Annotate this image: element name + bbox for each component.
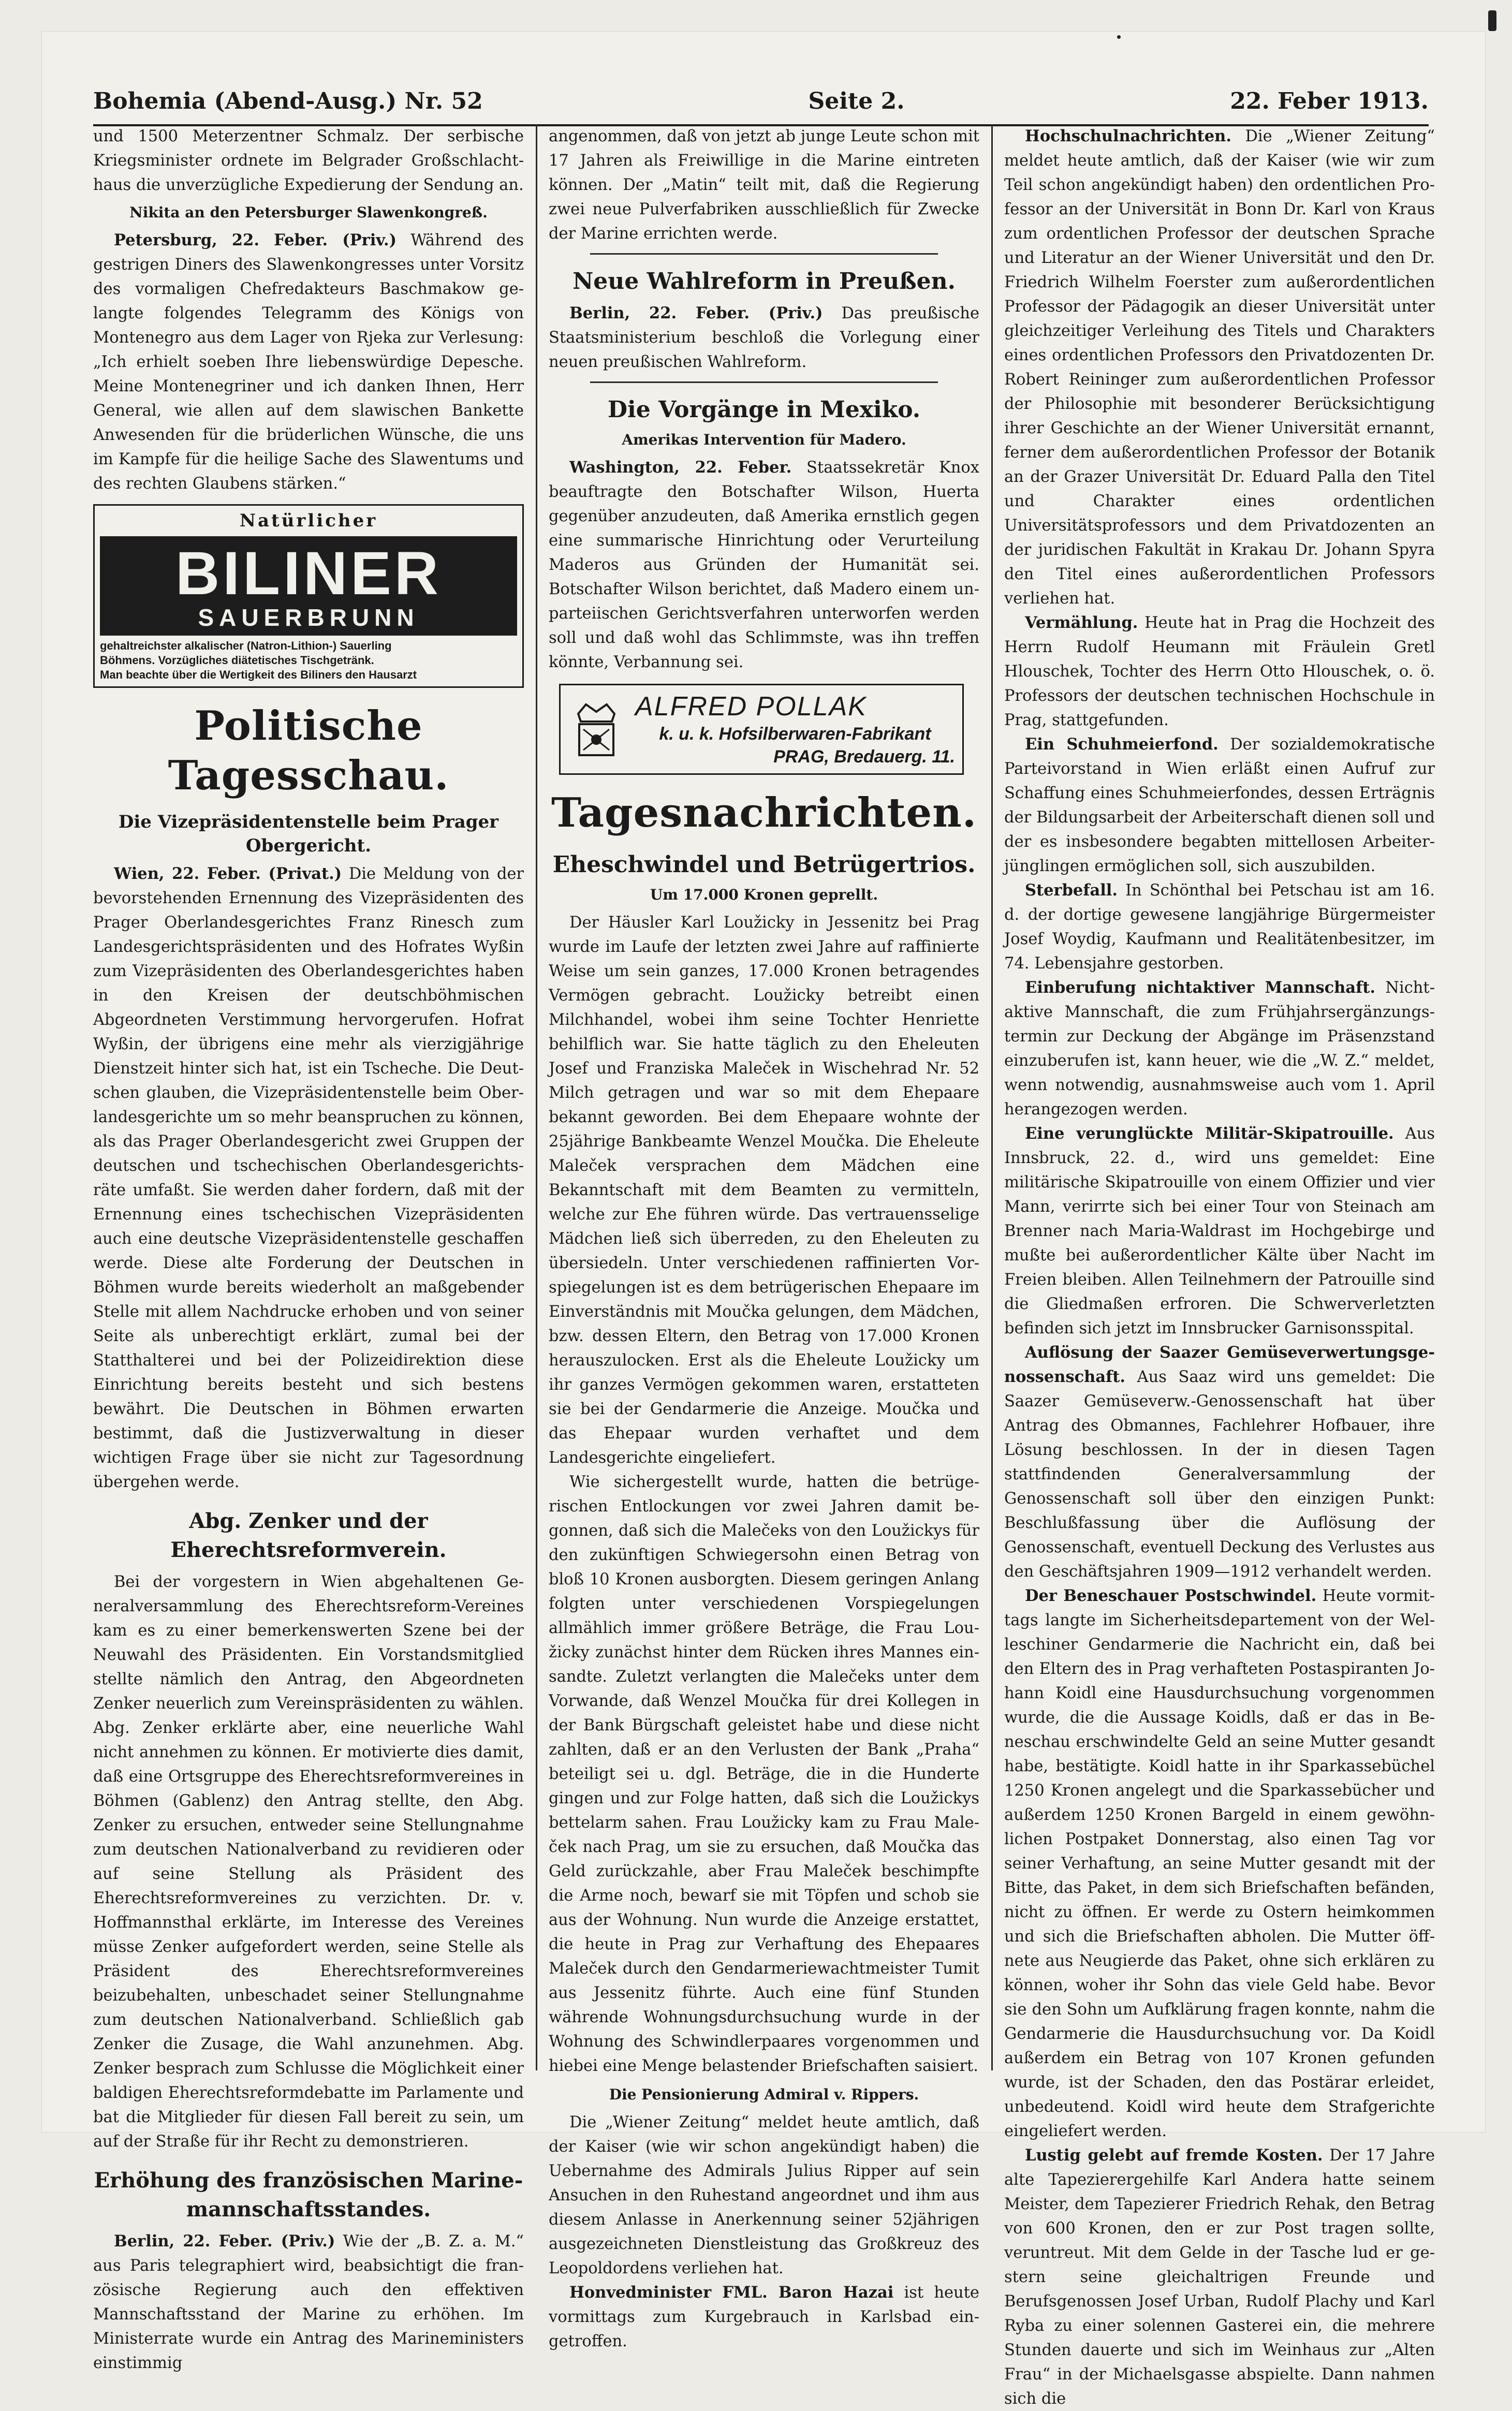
news-item [1004, 878, 1435, 976]
pollak-advertisement [559, 684, 964, 775]
column-3 [1004, 124, 1435, 2408]
article-subheadline: Amerikas Intervention für Madero. [622, 431, 906, 448]
article-headline: Die Vorgänge in Mexiko. [607, 396, 921, 423]
article-headline: Eheschwindel und Betrügertrios. [552, 851, 976, 878]
article-text [93, 2229, 524, 2375]
article-body: Das preußische Staatsministerium beschloß die Vorlegung einer neuen preußischen Wahlreform. [549, 304, 980, 371]
ink-speck [1117, 35, 1121, 39]
item-body: Die „Wiener Zeitung“ meldet heute amtlich, daß der Kaiser (wie wir zum Teil schon angekündigt haben) den ordentlichen Professor an der Universität in Bonn Dr. Karl von Kraus zum ordentlichen Professor der deutschen Sprache und Literatur an der Wiener Universität und den Dr. Friedrich Wilhelm Foerster zum außerordentlichen Professor der Pädagogik an dieser Universität unter gleichzeitiger Verleihung des Titels und Charakters eines ordentlichen Professors den Privatdozenten Dr. Robert Reininger zum außerordentlichen Professor der Philosophie mit besonderer Berücksichtigung ihrer Geschichte an der Wiener Universität ernannt, ferner dem außerordentlichen Professor der Botanik an der Grazer Universität Dr. Eduard Palla den Titel und Charakter eines ordentlichen Universitätsprofessors und dem Privatdozenten an der juridischen Fakultät in Krakau Dr. Johann Spyra den Titel eines außerordentlichen Professors verliehen hat. [1004, 127, 1435, 608]
item-rubric: Lustig gelebt auf fremde Kosten. [1025, 2146, 1323, 2165]
article-body: Während des gestrigen Diners des Slawenkongresses unter Vorsitz des vormaligen Chefredakteurs Baschmakow gelangte folgendes Telegramm des Königs von Montenegro aus dem Lager von Rjeka zur Verlesung: „Ich erhielt soeben Ihre liebenswürdige Depesche. Meine Montenegriner und ich danken Ihnen, Herr General, wie allen auf dem slawischen Bankette Anwesenden für die brüderlichen Wünsche, die uns im Kampfe für die heilige Sache des Slawentums und des rechten Glaubens stärken.“ [93, 231, 524, 493]
article-subheadline: Um 17.000 Kronen geprellt. [650, 886, 878, 903]
ad-address: PRAG, Bredauerg. 11. [773, 747, 955, 767]
news-item [1004, 611, 1435, 732]
divider [590, 253, 938, 255]
article-headline: Erhöhung des französischen Marinemannschaftsstandes. [94, 2168, 523, 2222]
article-headline: Neue Wahlreform in Preußen. [572, 268, 956, 295]
article-text: Die „Wiener Zeitung“ meldet heute amtlich, daß der Kaiser (wie wir schon angekündigt haben) die Uebernahme des Admirals Julius Ripper auf sein Ansuchen in den Ruhestand angeordnet und ihm aus diesem Anlasse in Anerkennung seiner 52jährigen ausgezeichneten Dienstleistung das Großkreuz des Leopoldordens verliehen hat. [549, 2113, 979, 2277]
article-body: Staatssekretär Knox beauftragte den Botschafter Wilson, Huerta gegenüber anzudeuten, daß Amerika ernstlich gegen eine summarische Hinrichtung oder Verurteilung Maderos aus Gründen der Humanität sei. Botschafter Wilson berichtet, daß Madero einem unparteiischen Gerichtsverfahren unterworfen werden soll und daß wohl das Schlimmste, was ihn treffen könnte, Verbannung sei. [549, 459, 979, 671]
subheading: Nikita an den Petersburger Slawenkongreß. [129, 204, 488, 221]
dateline: Wien, 22. Feber. (Privat.) [114, 864, 342, 883]
ad-brand: BILINER [175, 539, 442, 608]
article-headline: Die Pensionierung Admiral v. Rippers. [609, 2086, 919, 2103]
news-item [1004, 2143, 1435, 2411]
biliner-advertisement [93, 504, 524, 688]
header-left: Bohemia (Abend-Ausg.) Nr. 52 [93, 87, 483, 114]
dateline: Washington, 22. Feber. [569, 458, 792, 477]
news-item [1004, 124, 1435, 611]
header-right: 22. Feber 1913. [1230, 87, 1429, 114]
item-body: Der sozialdemokratische Parteivorstand in Wien erläßt einen Aufruf zur Schaffung eines Schuhmeierfondes, dessen Erträgnis der Bildungsarbeit der Arbeiterschaft dienen soll und der es insbesondere begabten mittellosen Arbeiterjünglingen ermöglichen soll, sich auszubilden. [1004, 736, 1435, 875]
article-headline: Abg. Zenker und der Eherechtsreformverein. [170, 1509, 447, 1562]
item-body: Heute hat in Prag die Hochzeit des Herrn Rudolf Heumann mit Fräulein Gretl Hlouschek, Tochter des Herrn Otto Hlouschek, o. ö. Professors der deutschen technischen Hochschule in Prag, stattgefunden. [1004, 614, 1435, 729]
ad-company-name: ALFRED POLLAK [635, 692, 867, 722]
article-text: Bei der vorgestern in Wien abgehaltenen Generalversammlung des Eherechtsreform-Vereines kam es zu einer bemerkenswerten Szene bei der Neuwahl des Präsidenten. Ein Vorstandsmitglied stellte nämlich den Antrag, den Abgeordneten Zenker neuerlich zum Vereinspräsidenten zu wählen. Abg. Zenker erklärte aber, eine neuerliche Wahl nicht annehmen zu können. Er motivierte dies damit, daß eine Ortsgruppe des Eherechtsreformvereines in Böhmen (Gablenz) den Antrag stellte, den Abg. Zenker zu ersuchen, entweder seine Stellungnahme zum deutschen Nationalverband zu revidieren oder auf seine Stellung als Präsident des Eherechtsreformvereines zu verzichten. Dr. v. Hoffmannsthal erklärte, im Interesse des Vereines müsse Zenker aufgefordert werden, seine Stelle als Präsident des Eherechtsreformvereines beizubehalten, unbeschadet seiner Stellungnahme zum deutschen Nationalverband. Schließlich gab Zenker die Zusage, die Wahl anzunehmen. Abg. Zenker besprach zum Schlusse die Möglichkeit einer baldigen Eherechtsreformdebatte im Parlamente und bat die Mitglieder für diesen Fall bereit zu sein, um auf der Straße für ihr Recht zu demonstrieren. [93, 1573, 524, 2151]
news-item [1004, 732, 1435, 878]
article-text [549, 2281, 979, 2354]
item-rubric: Vermählung. [1025, 613, 1138, 632]
column-1 [93, 124, 524, 2372]
ad-title: k. u. k. Hofsilberwaren-Fabrikant [659, 724, 931, 744]
page-header [93, 78, 1429, 126]
item-rubric: Auflösung der Saazer Gemüseverwertungsgenossenschaft. [1004, 1343, 1435, 1386]
article-text [549, 301, 979, 374]
ad-brand-sub: SAUERBRUNN [198, 604, 419, 631]
article-text [549, 455, 979, 674]
article-text [93, 862, 524, 1494]
item-body: Der 17 Jahre alte Tapezierergehilfe Karl Andera hatte seinem Meister, dem Tapezierer Friedrich Rehak, den Betrag von 600 Kronen, den er zur Post tragen sollte, veruntreut. Mit dem Gelde in der Tasche lud er gestern seine gleichaltrigen Freunde und Berufsgenossen Josef Urban, Rudolf Plachy und Karl Ryba zu einer solennen Gasterei ein, die mehrere Stunden dauerte und sich im Weinhaus zur „Alten Frau“ in der Michaelsgasse abspielte. Dann nahmen sich die [1004, 2147, 1435, 2408]
item-body: Nichtaktive Mannschaft, die zum Frühjahrsergänzungstermin zur Deckung der Abgänge im Präsenzstand einzuberufen ist, kann heuer, wie die „W. Z.“ meldet, wenn notwendig, ausnahmsweise auch vom 1. April herangezogen werden. [1004, 979, 1435, 1119]
divider [590, 381, 938, 383]
dateline: Berlin, 22. Feber. (Priv.) [114, 2232, 335, 2251]
ad-tagline: Natürlicher [239, 510, 378, 531]
article-headline: Die Vizepräsidentenstelle beim Prager Obergericht. [118, 812, 499, 856]
ink-speck [1488, 10, 1496, 31]
section-title: Politische Tagesschau. [168, 702, 449, 799]
article-body: Wie der „B. Z. a. M.“ aus Paris telegraphiert wird, beabsichtigt die französische Regierung auch den effektiven Mannschaftsstand der Marine zu erhöhen. Im Ministerrate wurde ein Antrag des Marineministers einstimmig [93, 2232, 524, 2372]
biliner-logo [100, 536, 517, 636]
article-text: Wie sichergestellt wurde, hatten die betrügerischen Entlockungen vor zwei Jahren damit begonnen, daß sich die Malečeks von den Loužickys für den zukünftigen Schwiegersohn einen Betrag von bloß 10 Kronen ausborgten. Diesem geringen Anlang folgten unter verschiedenen Vorspiegelungen allmählich immer größere Beträge, die Frau Loužicky zunächst hinter dem Rücken ihres Mannes einsandte. Zuletzt verlangten die Malečeks unter dem Vorwande, daß Wenzel Moučka für drei Kollegen in der Bank Bürgschaft geleistet habe und diese nicht zahlten, daß er an den Verlusten der Bank „Praha“ beteiligt sei u. dgl. Beträge, die in die Hunderte gingen und zur Folge hatten, daß sich die Loužickys bettelarm sahen. Frau Loužicky kam zu Frau Maleček nach Prag, um sie zu ersuchen, daß Moučka das Geld zurückzahle, aber Frau Maleček beschimpfte die Arme noch, bewarf sie mit Töpfen und schob sie aus der Wohnung. Nun wurde die Anzeige erstattet, die heute in Prag zur Verhaftung des Ehepaares Maleček durch den Gendarmeriewachtmeister Tumit aus Jessenitz führte. Auch eine fünf Stunden währende Wohnungsdurchsuchung wurde in der Wohnung des Schwindlerpaares vorgenommen und hiebei eine Menge belastender Briefschaften saisiert. [549, 1473, 979, 2075]
crown-emblem-icon [568, 698, 625, 760]
article-text: angenommen, daß von jetzt ab junge Leute schon mit 17 Jahren als Freiwillige in die Marine eintreten können. Der „Matin“ teilt mit, daß die Regierung zwei neue Pulverfabriken ausschließlich für Zwecke der Marine errichten werde. [549, 127, 979, 243]
column-rule [991, 124, 993, 2070]
section-title: Tagesnachrichten. [551, 789, 977, 836]
item-body: In Schönthal bei Petschau ist am 16. d. der dortige gewesene langjährige Bürgermeister Josef Woydig, Kaufmann und Realitätenbesitzer, im 74. Lebensjahre gestorben. [1004, 881, 1435, 973]
news-item [1004, 1341, 1435, 1584]
article-body: Die Meldung von der bevorstehenden Ernennung des Vizepräsidenten des Prager Oberlandesgerichtes Franz Rinesch zum Landesgerichtspräsidenten und des Hofrates Wyßin zum Vizepräsidenten des Oberlandesgerichtes haben in den Kreisen der deutschböhmischen Abgeordneten Verstimmung hervorgerufen. Hofrat Wyßin, der übrigens eine mehr als vierzigjährige Dienstzeit hinter sich hat, ist ein Tscheche. Die Deutschen glauben, die Vizepräsidentenstelle beim Oberlandesgerichte um so mehr beanspruchen zu können, als das Prager Oberlandesgericht zwei Gruppen der deutschen und tschechischen Oberlandesgerichtsräte umfaßt. Sie werden daher fordern, daß mit der Ernennung eines tschechischen Vizepräsidenten auch eine deutsche Vizepräsidentenstelle geschaffen werde. Diese alte Forderung der Deutschen in Böhmen wurde bereits wiederholt an maßgebender Stelle mit allem Nachdrucke erhoben und von seiner Seite als unberechtigt erklärt, zumal bei der Statthalterei und bei der Polizeidirektion diese Einrichtung bereits besteht und sich bestens bewährt. Die Deutschen in Böhmen erwarten bestimmt, daß die Justizverwaltung in dieser wichtigen Frage über sie nicht zur Tagesordnung übergehen werde. [93, 865, 524, 1491]
article-text: Der Häusler Karl Loužicky in Jessenitz bei Prag wurde im Laufe der letzten zwei Jahre auf raffinierte Weise um sein ganzes, 17.000 Kronen betragendes Vermögen gebracht. Loužicky betreibt einen Milchhandel, wobei ihm seine Tochter Henriette behilflich war. Sie hatte täglich zu den Eheleuten Josef und Franziska Maleček in Wischehrad Nr. 52 Milch getragen und war so mit dem Ehepaare bekannt geworden. Bei dem Ehepaare wohnte der 25jährige Bankbeamte Wenzel Moučka. Die Eheleute Maleček versprachen dem Mädchen eine Bekanntschaft mit dem Beamten zu vermitteln, welche zur Ehe führen würde. Das vertrauensselige Mädchen ließ sich überreden, zu den Eheleuten zu übersiedeln. Unter verschiedenen raffinierten Vorspiegelungen ist es dem betrügerischen Ehepaare im Einverständnis mit Moučka gelungen, dem Mädchen, bzw. dessen Eltern, den Betrag von 17.000 Kronen herauszulocken. Erst als die Eheleute Loužicky um ihr ganzes Vermögen gekommen waren, erstatteten sie bei der Gendarmerie die Anzeige. Moučka und das Ehepaar wurden verhaftet und dem Landesgerichte eingeliefert. [549, 914, 979, 1467]
column-2 [549, 124, 980, 2350]
item-rubric: Hochschulnachrichten. [1025, 127, 1231, 145]
item-rubric: Einberufung nichtaktiver Mannschaft. [1025, 978, 1375, 997]
dateline: Honvedminister FML. Baron Hazai [569, 2283, 894, 2302]
item-body: Aus Saaz wird uns gemeldet: Die Saazer Gemüseverw.-Genossenschaft hat über Antrag des Obmannes, Fachlehrer Hofbauer, ihre Lösung beschlossen. In der in diesen Tagen stattfindenden Generalversammlung der Genossenschaft soll über den einzigen Punkt: Beschlußfassung über die Auflösung der Genossenschaft, eventuell Deckung des Verlustes aus den Geschäftsjahren 1909—1912 verhandelt werden. [1004, 1368, 1435, 1581]
ad-text: Böhmens. Vorzügliches diätetisches Tischgetränk. [100, 654, 374, 667]
ad-text: Man beachte über die Wertigkeit des Biliners den Hausarzt [100, 668, 417, 681]
item-body: Aus Innsbruck, 22. d., wird uns gemeldet: Eine militärische Skipatrouille von einem Offizier und vier Mann, verirrte sich bei einer Tour von Steinach am Brenner nach Maria-Waldrast im Hochgebirge und mußte bei außerordentlicher Kälte über Nacht im Freien bleiben. Allen Teilnehmern der Patrouille sind die Gliedmaßen erfroren. Die Schwerverletzten befinden sich jetzt im Innsbrucker Garnisonsspital. [1004, 1125, 1435, 1337]
dateline: Petersburg, 22. Feber. (Priv.) [114, 231, 397, 249]
item-rubric: Eine verunglückte Militär-Skipatrouille. [1025, 1124, 1394, 1143]
header-center: Seite 2. [808, 87, 905, 114]
ad-text: gehaltreichster alkalischer (Natron-Lithion-) Sauerling [100, 639, 392, 652]
item-rubric: Ein Schuhmeierfond. [1025, 735, 1219, 754]
item-body: Heute vormittags langte im Sicherheitsdepartement von der Welleschiner Gendarmerie die Nachricht ein, daß bei den Eltern des in Prag verhafteten Postaspiranten Johann Koidl eine Hausdurchsuchung vorgenommen wurde, die die Aussage Koidls, daß er das in Beneschau erschwindelte Geld an seine Mutter gesandt habe, bestätigte. Koidl hatte in ihr Sparkassebüchel 1250 Kronen angelegt und die Sparkassebücher und außerdem 1250 Kronen Bargeld in einem gewöhnlichen Postpaket Donnerstag, also einen Tag vor seiner Verhaftung, an seine Mutter gesandt mit der Bitte, das Paket, in dem sich Briefschaften befänden, nicht zu öffnen. Er werde zu Ostern heimkommen und sich die Briefschaften abholen. Die Mutter öffnete aus Neugierde das Paket, ohne sich erklären zu können, woher ihr Sohn das viele Geld habe. Bevor sie den Sohn um Aufklärung fragen konnte, nahm die Gendarmerie die Hausdurchsuchung vor. Da Koidl außerdem ein Betrag von 107 Kronen gefunden wurde, ist der Schaden, den das Postärar erleidet, unbedeutend. Koidl wird heute dem Strafgerichte eingeliefert werden. [1004, 1587, 1435, 2140]
news-item [1004, 976, 1435, 1122]
item-rubric: Sterbefall. [1025, 881, 1118, 900]
news-item [1004, 1122, 1435, 1341]
article-text [93, 228, 524, 496]
news-item [1004, 1584, 1435, 2143]
item-rubric: Der Beneschauer Postschwindel. [1025, 1586, 1317, 1605]
column-rule [536, 124, 537, 2070]
article-text: und 1500 Meterzentner Schmalz. Der serbische Kriegsminister ordnete im Belgrader Großschlachthaus die unverzügliche Expedierung der Sendung an. [93, 127, 524, 194]
article-body: ist heute vormittags zum Kurgebrauch in Karlsbad eingetroffen. [549, 2284, 979, 2350]
dateline: Berlin, 22. Feber. (Priv.) [569, 304, 823, 322]
